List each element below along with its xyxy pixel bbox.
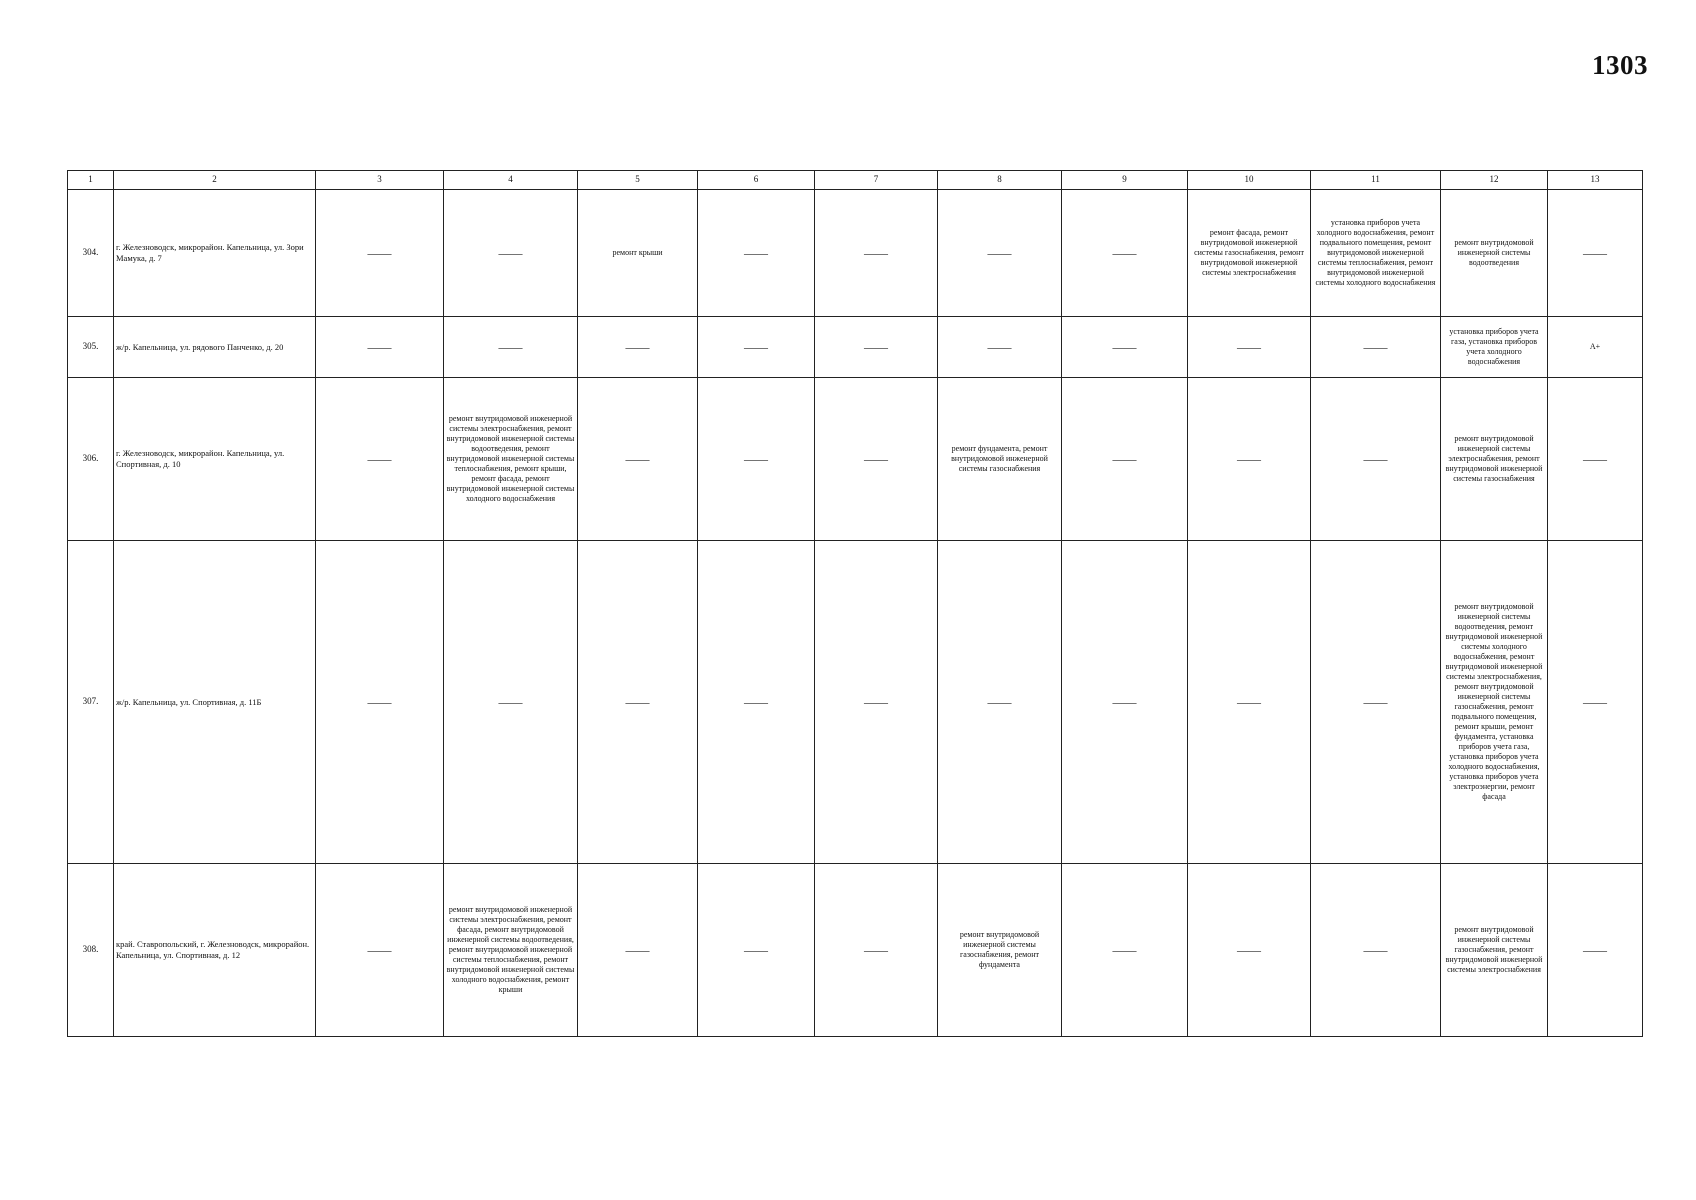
cell-col4: ремонт внутридомовой инженерной системы электроснабжения, ремонт внутридомовой инженерной системы водоотведения, ремонт внутридомовой инженерной системы теплоснабжения, ремонт крыши, ремонт фасада, ремонт внутридомовой инженерной системы холодного водоснабжения	[444, 378, 578, 541]
cell-col8: ремонт внутридомовой инженерной системы газоснабжения, ремонт фундамента	[938, 864, 1062, 1037]
table-row	[68, 541, 1643, 864]
cell-col12: ремонт внутридомовой инженерной системы газоснабжения, ремонт внутридомовой инженерной системы электроснабжения	[1441, 864, 1548, 1037]
cell-col7: ——	[815, 864, 938, 1037]
cell-col13: ——	[1548, 541, 1643, 864]
cell-col10: ——	[1188, 541, 1311, 864]
column-header: 1	[68, 171, 114, 190]
column-header: 4	[444, 171, 578, 190]
cell-col7: ——	[815, 378, 938, 541]
cell-col7: ——	[815, 190, 938, 317]
column-header: 3	[316, 171, 444, 190]
cell-col8: ——	[938, 190, 1062, 317]
cell-col6: ——	[698, 190, 815, 317]
column-header: 9	[1062, 171, 1188, 190]
cell-col6: ——	[698, 317, 815, 378]
cell-col6: ——	[698, 541, 815, 864]
cell-col8: ——	[938, 317, 1062, 378]
cell-col9: ——	[1062, 190, 1188, 317]
cell-col5: ——	[578, 541, 698, 864]
table-row	[68, 317, 1643, 378]
cell-col5: ——	[578, 317, 698, 378]
cell-col8: ——	[938, 541, 1062, 864]
cell-col11: ——	[1311, 864, 1441, 1037]
column-header: 10	[1188, 171, 1311, 190]
cell-col13: А+	[1548, 317, 1643, 378]
address-cell: г. Железноводск, микрорайон. Капельница, ул. Зори Мамука, д. 7	[114, 190, 316, 317]
column-header: 12	[1441, 171, 1548, 190]
row-number: 307.	[68, 541, 114, 864]
cell-col4: ——	[444, 317, 578, 378]
cell-col12: ремонт внутридомовой инженерной системы водоотведения	[1441, 190, 1548, 317]
cell-col5: ——	[578, 864, 698, 1037]
cell-col13: ——	[1548, 190, 1643, 317]
cell-col10: ——	[1188, 317, 1311, 378]
column-header: 5	[578, 171, 698, 190]
cell-col5: ——	[578, 378, 698, 541]
row-number: 308.	[68, 864, 114, 1037]
cell-col7: ——	[815, 541, 938, 864]
cell-col6: ——	[698, 378, 815, 541]
cell-col5: ремонт крыши	[578, 190, 698, 317]
table-row	[68, 864, 1643, 1037]
cell-col9: ——	[1062, 317, 1188, 378]
column-header: 2	[114, 171, 316, 190]
column-header: 7	[815, 171, 938, 190]
address-cell: ж/р. Капельница, ул. Спортивная, д. 11Б	[114, 541, 316, 864]
cell-col4: ——	[444, 190, 578, 317]
cell-col3: ——	[316, 864, 444, 1037]
cell-col11: установка приборов учета холодного водоснабжения, ремонт подвального помещения, ремонт внутридомовой инженерной системы теплоснабжения, ремонт внутридомовой инженерной системы холодного водоснабжения	[1311, 190, 1441, 317]
cell-col11: ——	[1311, 378, 1441, 541]
column-header: 6	[698, 171, 815, 190]
cell-col10: ——	[1188, 864, 1311, 1037]
cell-col4: ремонт внутридомовой инженерной системы электроснабжения, ремонт фасада, ремонт внутридомовой инженерной системы водоотведения, ремонт внутридомовой инженерной системы теплоснабжения, ремонт внутридомовой инженерной системы холодного водоснабжения, ремонт крыши	[444, 864, 578, 1037]
address-cell: г. Железноводск, микрорайон. Капельница, ул. Спортивная, д. 10	[114, 378, 316, 541]
column-header: 13	[1548, 171, 1643, 190]
cell-col13: ——	[1548, 864, 1643, 1037]
cell-col10: ремонт фасада, ремонт внутридомовой инженерной системы газоснабжения, ремонт внутридомовой инженерной системы электроснабжения	[1188, 190, 1311, 317]
cell-col11: ——	[1311, 541, 1441, 864]
column-number-row	[68, 171, 1643, 190]
cell-col8: ремонт фундамента, ремонт внутридомовой инженерной системы газоснабжения	[938, 378, 1062, 541]
repair-schedule-table	[67, 170, 1643, 1037]
table-row	[68, 378, 1643, 541]
column-header: 11	[1311, 171, 1441, 190]
cell-col7: ——	[815, 317, 938, 378]
row-number: 305.	[68, 317, 114, 378]
cell-col10: ——	[1188, 378, 1311, 541]
cell-col12: ремонт внутридомовой инженерной системы водоотведения, ремонт внутридомовой инженерной системы холодного водоснабжения, ремонт внутридомовой инженерной системы электроснабжения, ремонт внутридомовой инженерной системы газоснабжения, ремонт подвального помещения, ремонт крыши, ремонт фундамента, установка приборов учета газа, установка приборов учета холодного водоснабжения, установка приборов учета электроэнергии, ремонт фасада	[1441, 541, 1548, 864]
cell-col3: ——	[316, 190, 444, 317]
cell-col6: ——	[698, 864, 815, 1037]
cell-col12: установка приборов учета газа, установка приборов учета холодного водоснабжения	[1441, 317, 1548, 378]
cell-col11: ——	[1311, 317, 1441, 378]
cell-col3: ——	[316, 317, 444, 378]
cell-col9: ——	[1062, 864, 1188, 1037]
table-row	[68, 190, 1643, 317]
address-cell: ж/р. Капельница, ул. рядового Панченко, д. 20	[114, 317, 316, 378]
cell-col9: ——	[1062, 541, 1188, 864]
address-cell: край. Ставропольский, г. Железноводск, микрорайон. Капельница, ул. Спортивная, д. 12	[114, 864, 316, 1037]
cell-col12: ремонт внутридомовой инженерной системы электроснабжения, ремонт внутридомовой инженерной системы газоснабжения	[1441, 378, 1548, 541]
cell-col3: ——	[316, 378, 444, 541]
row-number: 306.	[68, 378, 114, 541]
page-number: 1303	[1592, 50, 1648, 80]
cell-col13: ——	[1548, 378, 1643, 541]
column-header: 8	[938, 171, 1062, 190]
cell-col4: ——	[444, 541, 578, 864]
row-number: 304.	[68, 190, 114, 317]
cell-col9: ——	[1062, 378, 1188, 541]
cell-col3: ——	[316, 541, 444, 864]
